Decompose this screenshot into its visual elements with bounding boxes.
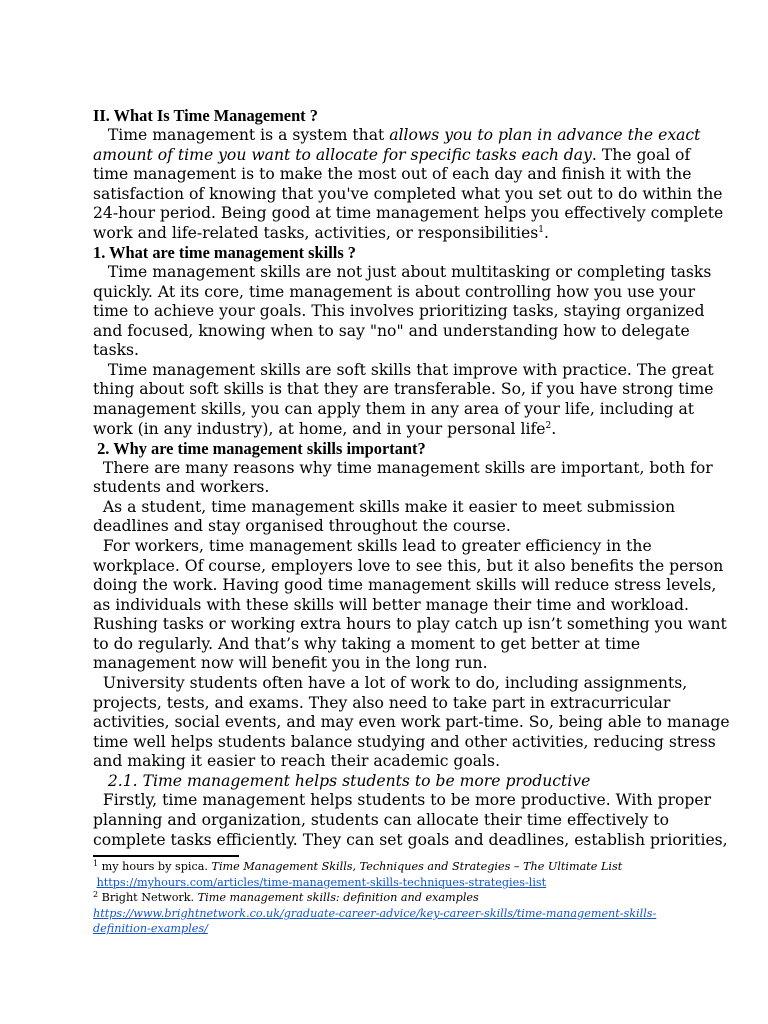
paragraph-line	[93, 674, 687, 694]
text: Time management is a system that	[107, 126, 390, 144]
text: work (in any industry), at home, and in your personal life	[93, 420, 546, 438]
heading-text: II. What Is Time Management ?	[93, 106, 318, 125]
paragraph-line: satisfaction of knowing that you've completed what you set out to do within the	[93, 185, 723, 203]
text: There are many reasons why time management skills are important, both for	[102, 459, 713, 477]
footnote-source: my hours by spica.	[98, 860, 212, 873]
footnote-1	[93, 860, 622, 874]
paragraph-line	[93, 361, 714, 381]
text: University students often have a lot of work to do, including assignments,	[102, 674, 688, 692]
paragraph-line	[93, 263, 711, 283]
text: .	[543, 224, 549, 242]
subsection-heading	[93, 439, 426, 459]
text: .	[551, 420, 557, 438]
text: work and life-related tasks, activities, or responsibilities	[93, 224, 539, 242]
paragraph-line	[93, 224, 549, 244]
paragraph-line: tasks.	[93, 341, 139, 359]
footnote-ref[interactable]: 1	[538, 225, 544, 235]
footnote-title: Time Management Skills, Techniques and Strategies – The Ultimate List	[211, 860, 623, 873]
subsubsection-heading	[93, 772, 590, 792]
paragraph-line: doing the work. Having good time management skills will reduce stress levels,	[93, 576, 717, 594]
subsection-heading: 1. What are time management skills ?	[93, 243, 356, 262]
paragraph-line: activities, social events, and may even work part-time. So, being able to manage	[93, 713, 730, 731]
italic-text: amount of time you want to allocate for specific tasks each day	[93, 146, 592, 164]
paragraph-line: deadlines and stay organised throughout the course.	[93, 517, 511, 535]
paragraph-line: planning and organization, students can allocate their time effectively to	[93, 811, 669, 829]
paragraph-line: time management is to make the most out of each day and finish it with the	[93, 165, 692, 183]
paragraph-line: quickly. At its core, time management is about controlling how you use your	[93, 283, 696, 301]
section-heading	[93, 106, 318, 126]
footnote-ref[interactable]: 2	[545, 421, 552, 431]
heading-text: 2.1. Time management helps students to be more productive	[107, 772, 591, 790]
paragraph-line: to do regularly. And that’s why taking a moment to get better at time	[93, 635, 641, 653]
paragraph-line	[93, 420, 556, 440]
paragraph-line	[93, 498, 675, 518]
footnote-title: Time management skills: definition and examples	[197, 891, 479, 904]
footnote-1-link[interactable]: https://myhours.com/articles/time-management-skills-techniques-strategies-list	[96, 876, 547, 889]
heading-text: 2. Why are time management skills important?	[97, 439, 426, 458]
footnote-separator	[93, 855, 239, 857]
footnote-1-link-line	[93, 876, 546, 890]
footnote-2-link-line	[93, 907, 656, 921]
paragraph-line: projects, tests, and exams. They also need to take part in extracurricular	[93, 694, 671, 712]
paragraph-line: management skills, you can apply them in any area of your life, including at	[93, 400, 695, 418]
text: As a student, time management skills make it easier to meet submission	[102, 498, 676, 516]
paragraph-line: time to achieve your goals. This involves prioritizing tasks, staying organized	[93, 302, 705, 320]
footnote-number: 1	[93, 859, 99, 868]
paragraph-line: 24-hour period. Being good at time management helps you effectively complete	[93, 204, 724, 222]
footnote-2	[93, 891, 479, 905]
text: Firstly, time management helps students to be more productive. With proper	[102, 791, 712, 809]
paragraph-line: workplace. Of course, employers love to see this, but it also benefits the person	[93, 557, 724, 575]
paragraph-line	[93, 537, 652, 557]
footnote-number: 2	[93, 890, 99, 899]
text: . The goal of	[591, 146, 691, 164]
paragraph-line: as individuals with these skills will better manage their time and workload.	[93, 596, 689, 614]
footnote-2-link-line	[93, 922, 208, 936]
paragraph-line: and making it easier to reach their academic goals.	[93, 752, 501, 770]
italic-text: allows you to plan in advance the exact	[389, 126, 701, 144]
paragraph-line: students and workers.	[93, 478, 270, 496]
paragraph-line: and focused, knowing when to say "no" and understanding how to delegate	[93, 322, 690, 340]
text: For workers, time management skills lead to greater efficiency in the	[102, 537, 652, 555]
paragraph-line	[93, 791, 711, 811]
footnote-2-link[interactable]: definition-examples/	[93, 922, 208, 935]
paragraph-line	[93, 146, 690, 166]
paragraph-line: time well helps students balance studying and other activities, reducing stress	[93, 733, 716, 751]
text: Time management skills are soft skills that improve with practice. The great	[107, 361, 714, 379]
paragraph-line	[93, 459, 713, 479]
paragraph-line: Rushing tasks or working extra hours to play catch up isn’t something you want	[93, 615, 727, 633]
paragraph-line	[93, 126, 700, 146]
text: Time management skills are not just about multitasking or completing tasks	[107, 263, 712, 281]
footnote-2-link[interactable]: https://www.brightnetwork.co.uk/graduate-career-advice/key-career-skills/time-management-skills-	[93, 907, 657, 920]
paragraph-line: complete tasks efficiently. They can set goals and deadlines, establish priorities,	[93, 831, 728, 849]
footnote-source: Bright Network.	[98, 891, 198, 904]
paragraph-line: thing about soft skills is that they are transferable. So, if you have strong time	[93, 380, 714, 398]
paragraph-line: management now will benefit you in the long run.	[93, 654, 488, 672]
